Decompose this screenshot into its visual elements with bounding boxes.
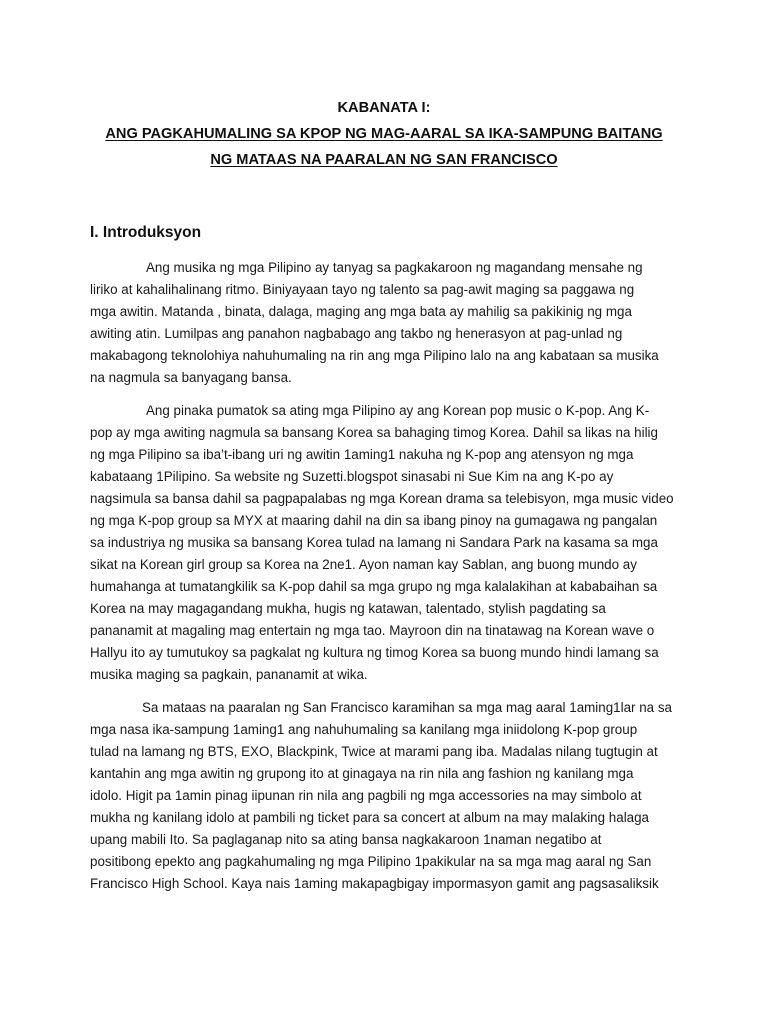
paragraph-line: Hallyu ito ay tumutukoy sa pagkalat ng kultura ng timog Korea sa buong mundo hindi lamang sa xyxy=(90,645,659,660)
paragraph-line: nagsimula sa bansa dahil sa pagpapalabas ng mga Korean drama sa telebisyon, mga music video xyxy=(90,491,674,506)
paragraph-line: sikat na Korean girl group sa Korea na 2ne1. Ayon naman kay Sablan, ang buong mundo ay xyxy=(90,557,637,572)
paragraph-line: humahanga at tumatangkilik sa K-pop dahil sa mga grupo ng mga kalalakihan at kababaihan sa xyxy=(90,579,658,594)
paragraph-line: Ang musika ng mga Pilipino ay tanyag sa pagkakaroon ng magandang mensahe ng xyxy=(146,260,643,275)
paragraph-line: pop ay mga awiting nagmula sa bansang Korea sa bahaging timog Korea. Dahil sa likas na hilig xyxy=(90,425,658,440)
paragraph-line: upang mabili Ito. Sa paglaganap nito sa ating bansa nagkakaroon 1naman negatibo at xyxy=(90,832,602,847)
title-line-2: NG MATAAS NA PAARALAN NG SAN FRANCISCO xyxy=(210,152,558,168)
paragraph-line: mukha ng kanilang idolo at pambili ng ticket para sa concert at album na may malaking halaga xyxy=(90,810,650,825)
paragraph-line: Ang pinaka pumatok sa ating mga Pilipino ay ang Korean pop music o K-pop. Ang K- xyxy=(146,403,650,418)
paragraph-line: Francisco High School. Kaya nais 1aming makapagbigay impormasyon gamit ang pagsasaliksik xyxy=(90,876,659,891)
paragraph-line: kabataang 1Pilipino. Sa website ng Suzetti.blogspot sinasabi ni Sue Kim na ang K-po ay xyxy=(90,469,614,484)
section-heading: I. Introduksyon xyxy=(90,224,202,241)
paragraph-line: Sa mataas na paaralan ng San Francisco karamihan sa mga mag aaral 1aming1lar na sa xyxy=(142,700,672,715)
paragraph-line: awiting atin. Lumilpas ang panahon nagbabago ang takbo ng henerasyon at pag-unlad ng xyxy=(90,326,623,341)
paragraph-line: liriko at kahalihalinang ritmo. Biniyayaan tayo ng talento sa pag-awit maging sa paggawa ng xyxy=(90,282,635,297)
paragraph-line: ng mga Pilipino sa iba’t-ibang uri ng awitin 1aming1 nakuha ng K-pop ang atensyon ng mga xyxy=(90,447,634,462)
paragraph-line: makabagong teknolohiya nahuhumaling na rin ang mga Pilipino lalo na ang kabataan sa musika xyxy=(90,348,659,363)
title-line-1: ANG PAGKAHUMALING SA KPOP NG MAG-AARAL SA IKA-SAMPUNG BAITANG xyxy=(105,126,663,142)
paragraph-3 xyxy=(90,697,690,895)
paragraph-1 xyxy=(90,257,690,389)
paragraph-2 xyxy=(90,400,690,686)
paragraph-line: mga nasa ika-sampung 1aming1 ang nahuhumaling sa kanilang mga iniidolong K-pop group xyxy=(90,722,638,737)
paragraph-line: tulad na lamang ng BTS, EXO, Blackpink, Twice at marami pang iba. Madalas nilang tugtugin at xyxy=(90,744,658,759)
paragraph-line: sa industriya ng musika sa bansang Korea tulad na lamang ni Sandara Park na kasama sa mga xyxy=(90,535,658,550)
paragraph-line: musika maging sa pagkain, pananamit at wika. xyxy=(90,667,368,682)
paragraph-line: pananamit at magaling mag entertain ng mga tao. Mayroon din na tinatawag na Korean wave o xyxy=(90,623,655,638)
paragraph-line: kantahin ang mga awitin ng grupong ito at ginagaya na rin nila ang fashion ng kanilang mga xyxy=(90,766,634,781)
paragraph-line: mga awitin. Matanda , binata, dalaga, maging ang mga bata ay mahilig sa pakikinig ng mga xyxy=(90,304,632,319)
paragraph-line: na nagmula sa banyagang bansa. xyxy=(90,370,292,385)
chapter-label: KABANATA I: xyxy=(337,100,431,116)
paragraph-line: idolo. Higit pa 1amin pinag iipunan rin nila ang pagbili ng mga accessories na may simbolo at xyxy=(90,788,642,803)
paragraph-line: Korea na may magagandang mukha, hugis ng katawan, talentado, stylish pagdating sa xyxy=(90,601,606,616)
paragraph-line: positibong epekto ang pagkahumaling ng mga Pilipino 1pakikular na sa mga mag aaral ng San xyxy=(90,854,652,869)
paragraph-line: ng mga K-pop group sa MYX at maaring dahil na din sa ibang pinoy na gumagawa ng pangalan xyxy=(90,513,658,528)
